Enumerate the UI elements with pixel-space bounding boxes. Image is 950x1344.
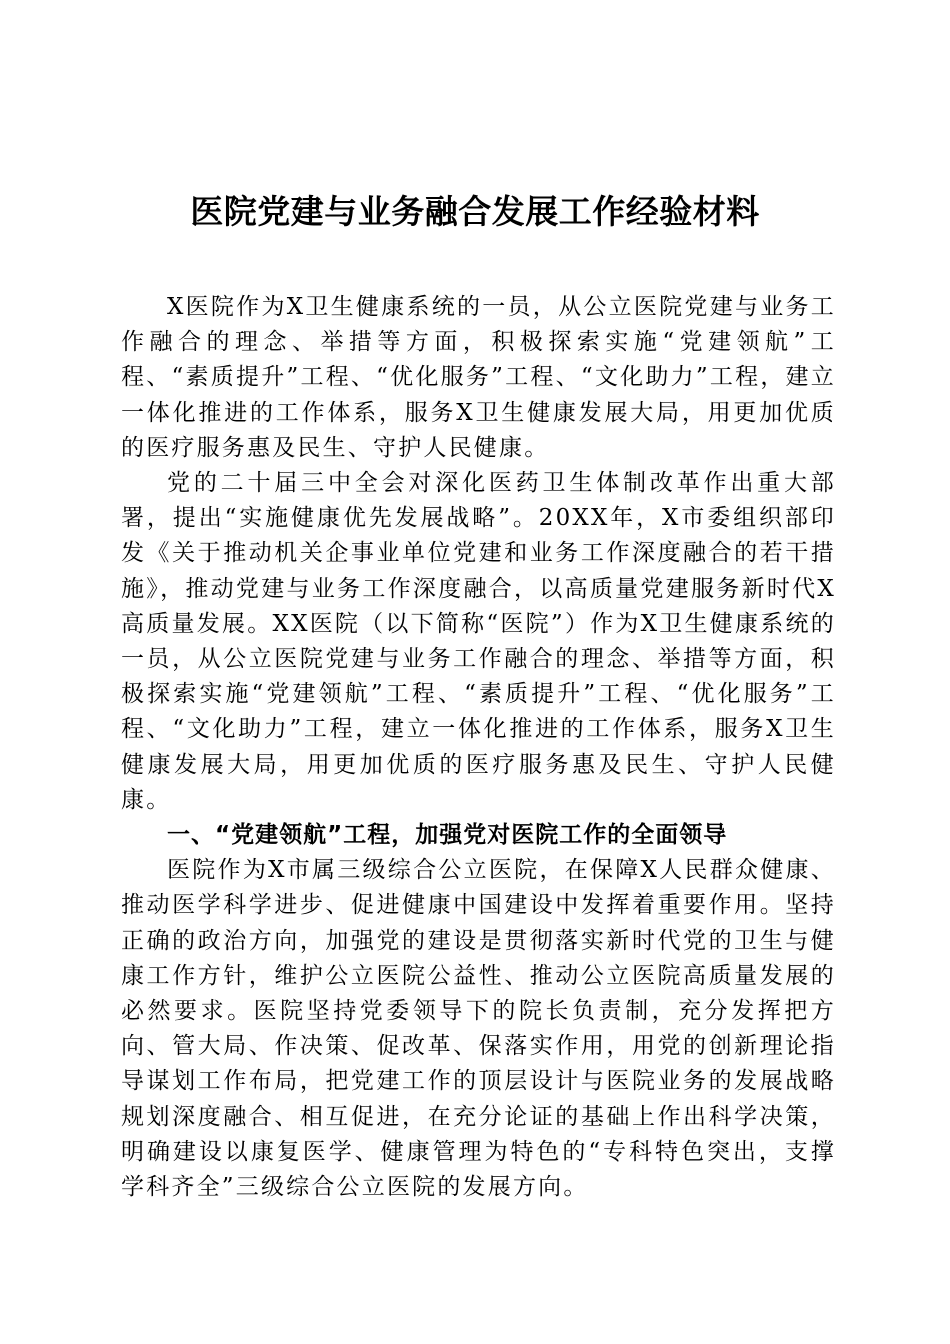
section-paragraph: 医院作为X市属三级综合公立医院，在保障X人民群众健康、推动医学科学进步、促进健康中国建设中发挥着重要作用。坚持正确的政治方向，加强党的建设是贯彻落实新时代党的卫生与健康工作方针，维护公立医院公益性、推动公立医院高质量发展的必然要求。医院坚持党委领导下的院长负责制，充分发挥把方向、管大局、作决策、促改革、保落实作用，用党的创新理论指导谋划工作布局，把党建工作的顶层设计与医院业务的发展战略规划深度融合、相互促进，在充分论证的基础上作出科学决策，明确建设以康复医学、健康管理为特色的“专科特色突出，支撑学科齐全”三级综合公立医院的发展方向。	[121, 857, 836, 1201]
document-body	[121, 290, 836, 1205]
background-paragraph: 党的二十届三中全会对深化医药卫生体制改革作出重大部署，提出“实施健康优先发展战略”。20XX年，X市委组织部印发《关于推动机关企事业单位党建和业务工作深度融合的若干措施》，推动党建与业务工作深度融合，以高质量党建服务新时代X高质量发展。XX医院（以下简称“医院”）作为X卫生健康系统的一员，从公立医院党建与业务工作融合的理念、举措等方面，积极探索实施“党建领航”工程、“素质提升”工程、“优化服务”工程、“文化助力”工程，建立一体化推进的工作体系，服务X卫生健康发展大局，用更加优质的医疗服务惠及民生、守护人民健康。	[121, 470, 836, 813]
section-heading: 一、“党建领航”工程，加强党对医院工作的全面领导	[167, 822, 728, 849]
intro-paragraph: X医院作为X卫生健康系统的一员，从公立医院党建与业务工作融合的理念、举措等方面，积极探索实施“党建领航”工程、“素质提升”工程、“优化服务”工程、“文化助力”工程，建立一体化推进的工作体系，服务X卫生健康发展大局，用更加优质的医疗服务惠及民生、守护人民健康。	[121, 294, 836, 461]
document-title: 医院党建与业务融合发展工作经验材料	[190, 192, 760, 231]
